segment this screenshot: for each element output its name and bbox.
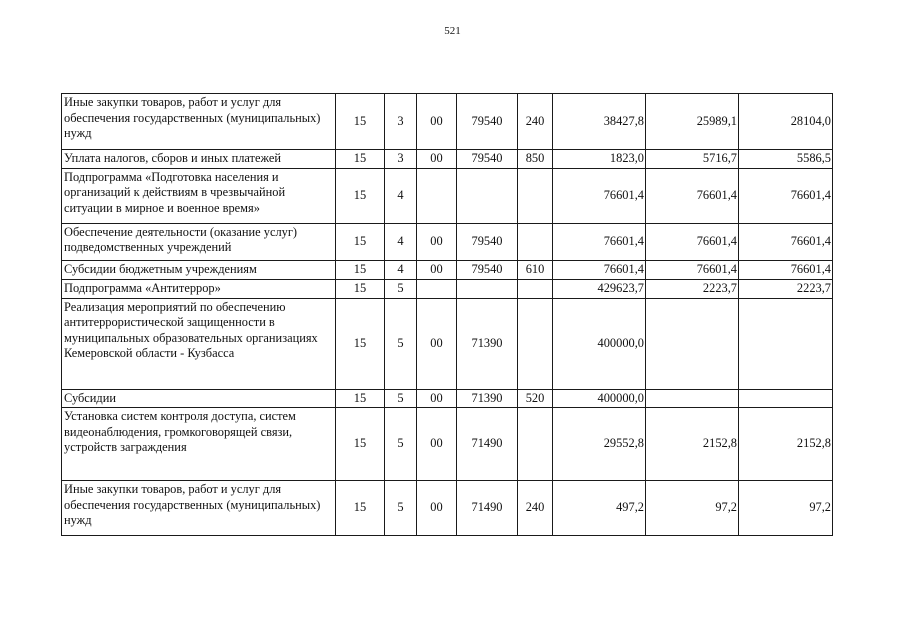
section-cell: 15: [336, 94, 385, 150]
amount-year3-cell: 5586,5: [739, 150, 833, 169]
section-cell: 15: [336, 408, 385, 481]
program-code-cell: 00: [417, 481, 457, 536]
budget-table-body: [62, 94, 833, 536]
section-cell: 15: [336, 389, 385, 408]
expense-type-cell: 850: [518, 150, 553, 169]
page-number: 521: [444, 25, 461, 37]
amount-year3-cell: 28104,0: [739, 94, 833, 150]
section-cell: 15: [336, 298, 385, 389]
row-name-cell: Подпрограмма «Подготовка населения и организаций к действиям в чрезвычайной ситуации в мирное и военное время»: [62, 168, 336, 223]
program-code-cell: 00: [417, 150, 457, 169]
amount-year2-cell: 5716,7: [646, 150, 739, 169]
section-cell: 15: [336, 168, 385, 223]
row-name-cell: Иные закупки товаров, работ и услуг для обеспечения государственных (муниципальных) нужд: [62, 94, 336, 150]
amount-year3-cell: 76601,4: [739, 260, 833, 279]
amount-year2-cell: 76601,4: [646, 223, 739, 260]
section-cell: 15: [336, 150, 385, 169]
table-row: [62, 260, 833, 279]
table-row: [62, 94, 833, 150]
expense-type-cell: [518, 223, 553, 260]
amount-year1-cell: 38427,8: [553, 94, 646, 150]
direction-code-cell: 71490: [457, 481, 518, 536]
program-code-cell: 00: [417, 94, 457, 150]
table-row: [62, 150, 833, 169]
amount-year2-cell: [646, 298, 739, 389]
subsection-cell: 3: [385, 94, 417, 150]
expense-type-cell: [518, 408, 553, 481]
amount-year1-cell: 76601,4: [553, 168, 646, 223]
amount-year1-cell: 400000,0: [553, 298, 646, 389]
amount-year1-cell: 29552,8: [553, 408, 646, 481]
amount-year2-cell: 2223,7: [646, 279, 739, 298]
program-code-cell: [417, 168, 457, 223]
direction-code-cell: [457, 168, 518, 223]
direction-code-cell: 79540: [457, 260, 518, 279]
direction-code-cell: [457, 279, 518, 298]
table-row: [62, 408, 833, 481]
expense-type-cell: [518, 298, 553, 389]
amount-year2-cell: 76601,4: [646, 260, 739, 279]
amount-year2-cell: 97,2: [646, 481, 739, 536]
amount-year3-cell: 2152,8: [739, 408, 833, 481]
direction-code-cell: 79540: [457, 94, 518, 150]
expense-type-cell: [518, 279, 553, 298]
subsection-cell: 5: [385, 279, 417, 298]
direction-code-cell: 79540: [457, 150, 518, 169]
program-code-cell: 00: [417, 298, 457, 389]
subsection-cell: 4: [385, 168, 417, 223]
program-code-cell: 00: [417, 389, 457, 408]
table-row: [62, 389, 833, 408]
amount-year1-cell: 429623,7: [553, 279, 646, 298]
direction-code-cell: 71390: [457, 389, 518, 408]
program-code-cell: 00: [417, 260, 457, 279]
amount-year1-cell: 400000,0: [553, 389, 646, 408]
direction-code-cell: 79540: [457, 223, 518, 260]
row-name-cell: Уплата налогов, сборов и иных платежей: [62, 150, 336, 169]
subsection-cell: 4: [385, 260, 417, 279]
row-name-cell: Подпрограмма «Антитеррор»: [62, 279, 336, 298]
expense-type-cell: 520: [518, 389, 553, 408]
row-name-cell: Субсидии: [62, 389, 336, 408]
table-row: [62, 279, 833, 298]
amount-year3-cell: 97,2: [739, 481, 833, 536]
amount-year2-cell: 76601,4: [646, 168, 739, 223]
table-row: [62, 481, 833, 536]
expense-type-cell: 610: [518, 260, 553, 279]
row-name-cell: Реализация мероприятий по обеспечению антитеррористической защищенности в муниципальных образовательных организациях Кемеровской области - Кузбасса: [62, 298, 336, 389]
direction-code-cell: 71490: [457, 408, 518, 481]
subsection-cell: 5: [385, 408, 417, 481]
amount-year2-cell: 2152,8: [646, 408, 739, 481]
subsection-cell: 3: [385, 150, 417, 169]
expense-type-cell: 240: [518, 94, 553, 150]
expense-type-cell: [518, 168, 553, 223]
amount-year3-cell: 76601,4: [739, 223, 833, 260]
amount-year1-cell: 1823,0: [553, 150, 646, 169]
subsection-cell: 5: [385, 298, 417, 389]
expense-type-cell: 240: [518, 481, 553, 536]
table-row: [62, 223, 833, 260]
section-cell: 15: [336, 223, 385, 260]
program-code-cell: 00: [417, 408, 457, 481]
amount-year2-cell: 25989,1: [646, 94, 739, 150]
row-name-cell: Обеспечение деятельности (оказание услуг) подведомственных учреждений: [62, 223, 336, 260]
amount-year1-cell: 497,2: [553, 481, 646, 536]
amount-year1-cell: 76601,4: [553, 260, 646, 279]
budget-table: [61, 93, 833, 536]
amount-year3-cell: 2223,7: [739, 279, 833, 298]
amount-year3-cell: [739, 389, 833, 408]
subsection-cell: 5: [385, 389, 417, 408]
section-cell: 15: [336, 279, 385, 298]
amount-year3-cell: 76601,4: [739, 168, 833, 223]
subsection-cell: 4: [385, 223, 417, 260]
row-name-cell: Установка систем контроля доступа, систем видеонаблюдения, громкоговорящей связи, устройств заграждения: [62, 408, 336, 481]
row-name-cell: Иные закупки товаров, работ и услуг для обеспечения государственных (муниципальных) нужд: [62, 481, 336, 536]
table-row: [62, 168, 833, 223]
section-cell: 15: [336, 481, 385, 536]
amount-year1-cell: 76601,4: [553, 223, 646, 260]
table-row: [62, 298, 833, 389]
section-cell: 15: [336, 260, 385, 279]
amount-year3-cell: [739, 298, 833, 389]
program-code-cell: [417, 279, 457, 298]
subsection-cell: 5: [385, 481, 417, 536]
amount-year2-cell: [646, 389, 739, 408]
direction-code-cell: 71390: [457, 298, 518, 389]
row-name-cell: Субсидии бюджетным учреждениям: [62, 260, 336, 279]
program-code-cell: 00: [417, 223, 457, 260]
